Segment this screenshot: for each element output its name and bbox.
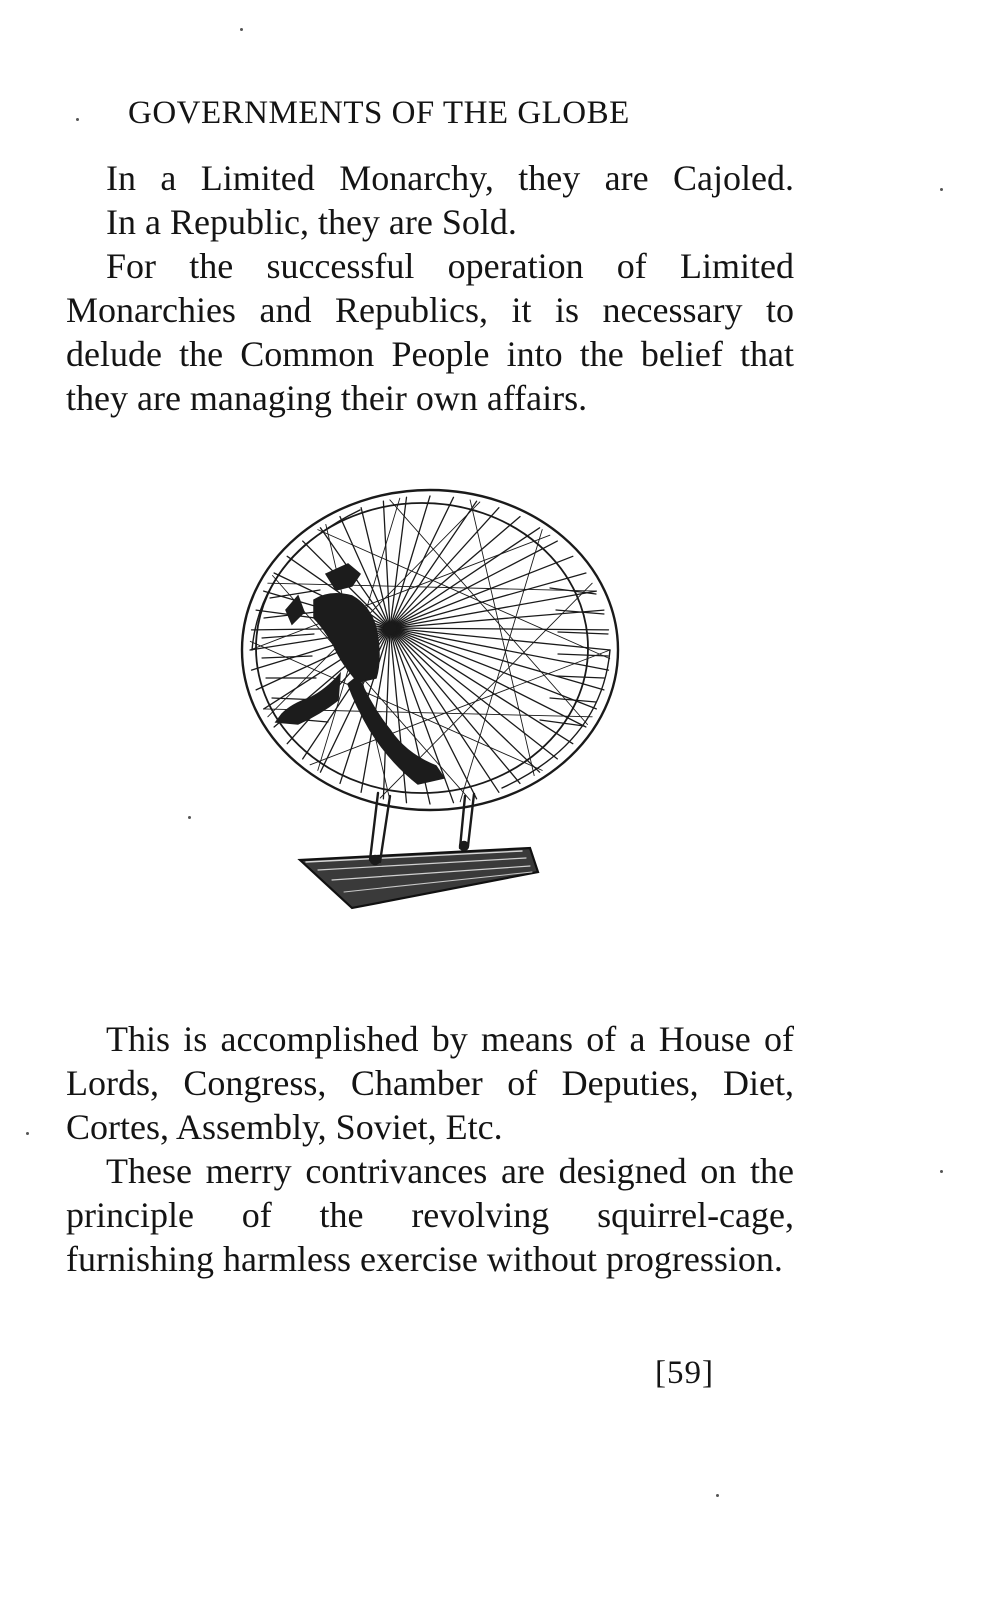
- cage-spoke: [390, 541, 557, 628]
- cage-spoke: [383, 628, 390, 799]
- cage-spoke: [383, 501, 390, 628]
- running-header: GOVERNMENTS OF THE GLOBE: [128, 95, 630, 131]
- scan-speck: [240, 28, 243, 31]
- cage-wheel-spokes: [250, 496, 610, 804]
- top-text-block: [66, 156, 794, 420]
- page-number: [59]: [655, 1355, 714, 1391]
- scan-speck: [26, 1132, 29, 1135]
- cage-wheel: [242, 490, 618, 810]
- cage-spoke: [390, 628, 586, 727]
- cage-spoke: [390, 508, 499, 628]
- cage-spoke: [390, 496, 430, 628]
- cage-spoke: [390, 497, 454, 628]
- paragraph-merry-contrivances: These merry contrivances are designed on the principle of the revolving squirrel-cage, furnishing harmless exercise without progression.: [66, 1151, 794, 1279]
- cage-spoke: [390, 628, 596, 709]
- cage-stand-base: [300, 848, 538, 908]
- cage-spoke: [390, 628, 407, 803]
- paragraph-limited-monarchy: In a Limited Monarchy, they are Cajoled.: [106, 158, 794, 198]
- scan-speck: [716, 1494, 719, 1497]
- cage-spoke: [390, 628, 609, 630]
- paragraph-successful-operation: For the successful operation of Limited Monarchies and Republics, it is necessary to delude the Common People into the belief that they are managing their own affairs.: [66, 246, 794, 418]
- paragraph-republic: In a Republic, they are Sold.: [106, 202, 517, 242]
- scan-speck: [76, 118, 79, 121]
- scan-speck: [940, 1170, 943, 1173]
- scan-speck: [188, 816, 191, 819]
- cage-spoke: [390, 591, 596, 628]
- paragraph-house-of-lords: This is accomplished by means of a House of Lords, Congress, Chamber of Deputies, Diet, Cortes, Assembly, Soviet, Etc.: [66, 1019, 794, 1147]
- cage-spoke: [390, 628, 610, 650]
- cage-wheel-hub: [384, 622, 396, 634]
- scan-speck: [940, 188, 943, 191]
- bottom-text-block: [66, 1017, 794, 1281]
- squirrel-cage-illustration: [240, 478, 640, 938]
